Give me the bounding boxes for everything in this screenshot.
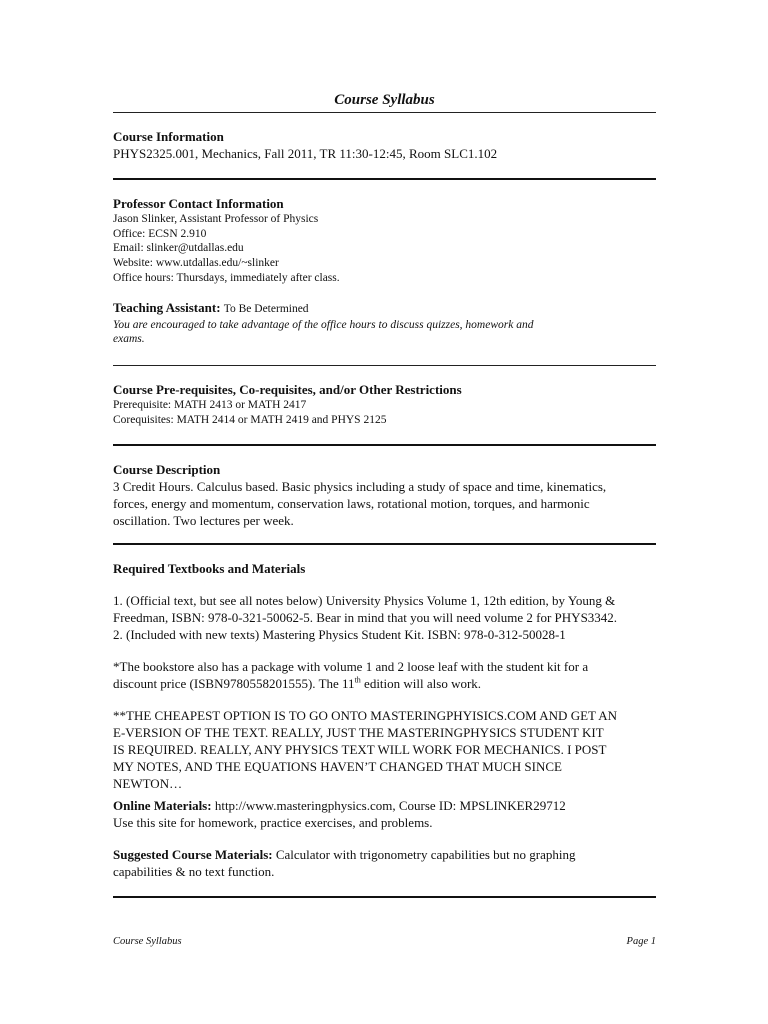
description-line: oscillation. Two lectures per week. xyxy=(113,513,294,528)
divider xyxy=(113,543,656,545)
online-materials-link[interactable]: http://www.masteringphysics.com, Course ID: MPSLINKER29712 xyxy=(211,798,566,813)
description-section xyxy=(113,461,656,529)
section-heading: Required Textbooks and Materials xyxy=(113,561,306,576)
suggested-materials-label: Suggested Course Materials: xyxy=(113,847,273,862)
divider xyxy=(113,112,656,113)
suggested-materials-value: Calculator with trigonometry capabilities but no graphing xyxy=(272,847,576,862)
professor-website: Website: www.utdallas.edu/~slinker xyxy=(113,257,279,270)
ta-label: Teaching Assistant: xyxy=(113,300,221,315)
description-line: forces, energy and momentum, conservation laws, rotational motion, torques, and harmonic xyxy=(113,496,590,511)
prereq-section xyxy=(113,381,656,427)
online-materials-label: Online Materials: xyxy=(113,798,212,813)
ta-note: You are encouraged to take advantage of the office hours to discuss quizzes, homework and xyxy=(113,318,534,331)
professor-email: Email: slinker@utdallas.edu xyxy=(113,242,244,255)
section-heading: Course Description xyxy=(113,462,221,477)
page-footer xyxy=(113,936,656,947)
online-materials-note: Use this site for homework, practice exercises, and problems. xyxy=(113,815,433,830)
ta-note-cont: exams. xyxy=(113,333,145,346)
page-number: Page 1 xyxy=(626,936,656,947)
online-materials-section xyxy=(113,797,656,831)
professor-name: Jason Slinker, Assistant Professor of Physics xyxy=(113,213,319,225)
cheapest-option-line: NEWTON… xyxy=(113,776,183,791)
professor-section xyxy=(113,195,656,286)
suggested-materials-cont: capabilities & no text function. xyxy=(113,864,275,879)
section-heading: Course Pre-requisites, Co-requisites, and/or Other Restrictions xyxy=(113,382,462,397)
textbooks-section xyxy=(113,560,656,792)
professor-office-hours: Office hours: Thursdays, immediately after class. xyxy=(113,271,340,284)
professor-office: Office: ECSN 2.910 xyxy=(113,227,207,240)
section-heading: Professor Contact Information xyxy=(113,196,284,211)
cheapest-option-line: **THE CHEAPEST OPTION IS TO GO ONTO MASTERINGPHYISICS.COM AND GET AN xyxy=(113,708,618,723)
bookstore-note: *The bookstore also has a package with volume 1 and 2 loose leaf with the student kit for a xyxy=(113,659,589,674)
cheapest-option-line: IS REQUIRED. REALLY, ANY PHYSICS TEXT WILL WORK FOR MECHANICS. I POST xyxy=(113,742,607,757)
course-info-section xyxy=(113,128,656,162)
suggested-materials-section xyxy=(113,846,656,880)
page-title: Course Syllabus xyxy=(334,92,435,108)
cheapest-option-line: E-VERSION OF THE TEXT. REALLY, JUST THE MASTERINGPHYSICS STUDENT KIT xyxy=(113,725,604,740)
textbook-item-1: 1. (Official text, but see all notes below) University Physics Volume 1, 12th edition, by Young & xyxy=(113,593,616,608)
cheapest-option-line: MY NOTES, AND THE EQUATIONS HAVEN’T CHANGED THAT MUCH SINCE xyxy=(113,759,562,774)
section-heading: Course Information xyxy=(113,129,224,144)
ta-section xyxy=(113,299,656,347)
bookstore-note-cont: discount price (ISBN9780558201555). The 11th edition will also work. xyxy=(113,675,482,691)
textbook-item-2: 2. (Included with new texts) Mastering Physics Student Kit. ISBN: 978-0-312-50028-1 xyxy=(113,627,566,642)
divider xyxy=(113,178,656,180)
divider xyxy=(113,365,656,366)
prerequisite-line: Prerequisite: MATH 2413 or MATH 2417 xyxy=(113,399,307,411)
divider xyxy=(113,444,656,446)
divider xyxy=(113,896,656,898)
footer-title: Course Syllabus xyxy=(113,936,182,947)
ta-value: To Be Determined xyxy=(223,303,309,315)
description-line: 3 Credit Hours. Calculus based. Basic physics including a study of space and time, kinematics, xyxy=(113,479,607,494)
textbook-item-1-cont: Freedman, ISBN: 978-0-321-50062-5. Bear in mind that you will need volume 2 for PHYS3342. xyxy=(113,610,618,625)
corequisite-line: Corequisites: MATH 2414 or MATH 2419 and PHYS 2125 xyxy=(113,413,387,426)
course-info-line: PHYS2325.001, Mechanics, Fall 2011, TR 11:30-12:45, Room SLC1.102 xyxy=(113,146,498,161)
